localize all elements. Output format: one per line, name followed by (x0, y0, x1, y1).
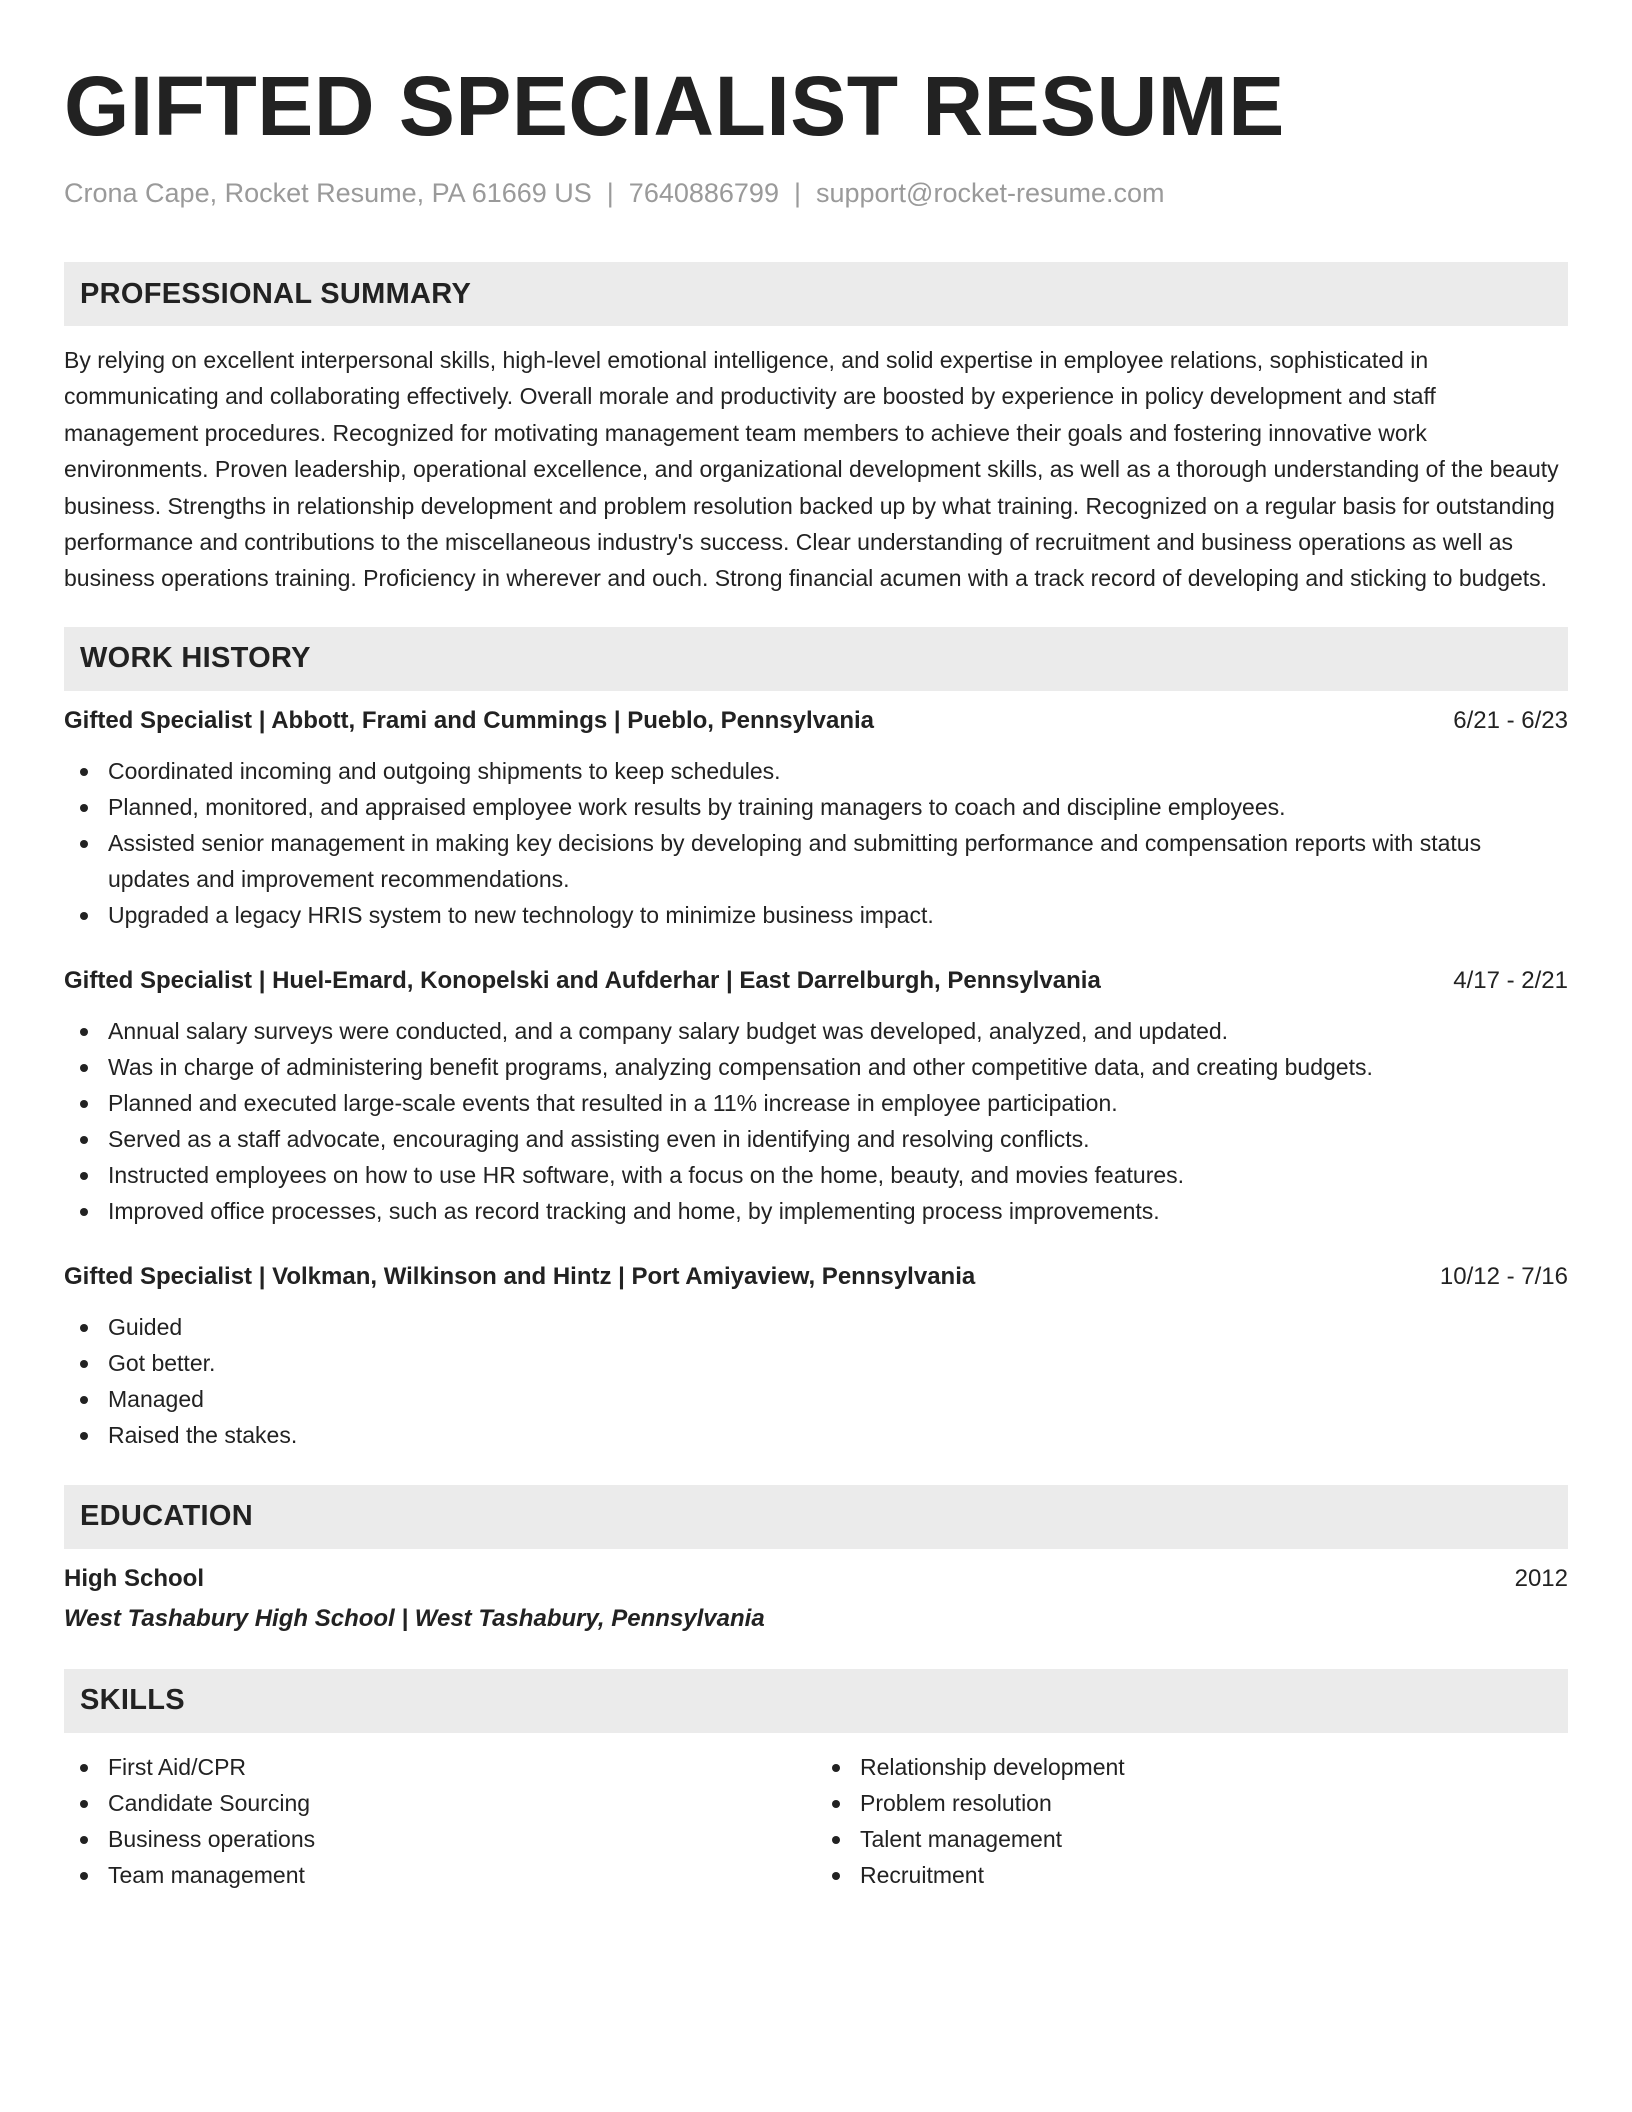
work-history-section (64, 627, 1568, 1453)
job-entry (64, 963, 1568, 1229)
skills-list-right (816, 1749, 1568, 1893)
section-heading-education: EDUCATION (64, 1485, 1568, 1549)
contact-email: support@rocket-resume.com (815, 178, 1165, 208)
skills-list-left (64, 1749, 816, 1893)
list-item: Improved office processes, such as record tracking and home, by implementing process improvements. (64, 1193, 1568, 1229)
contact-address: Crona Cape, Rocket Resume, PA 61669 US (64, 178, 592, 208)
education-school: West Tashabury High School | West Tashabury, Pennsylvania (64, 1604, 765, 1632)
summary-section (64, 262, 1568, 597)
contact-separator: | (606, 178, 614, 208)
skills-section (64, 1669, 1568, 1893)
list-item: Was in charge of administering benefit programs, analyzing compensation and other competitive data, and creating budgets. (64, 1049, 1568, 1085)
section-heading-work-history: WORK HISTORY (64, 627, 1568, 691)
education-entry (64, 1561, 1568, 1637)
skill-item: Recruitment (816, 1857, 1568, 1893)
job-heading: Gifted Specialist | Volkman, Wilkinson and Hintz | Port Amiyaview, Pennsylvania (64, 1262, 976, 1290)
skill-item: Problem resolution (816, 1785, 1568, 1821)
job-entry (64, 1259, 1568, 1453)
skill-item: Business operations (64, 1821, 816, 1857)
section-heading-summary: PROFESSIONAL SUMMARY (64, 262, 1568, 326)
list-item: Assisted senior management in making key decisions by developing and submitting performance and compensation reports with status updates and improvement recommendations. (64, 825, 1568, 897)
list-item: Served as a staff advocate, encouraging and assisting even in identifying and resolving conflicts. (64, 1121, 1568, 1157)
skill-item: First Aid/CPR (64, 1749, 816, 1785)
resume-title: GIFTED SPECIALIST RESUME (64, 59, 1285, 153)
skill-item: Talent management (816, 1821, 1568, 1857)
list-item: Annual salary surveys were conducted, and a company salary budget was developed, analyzed, and updated. (64, 1013, 1568, 1049)
education-year: 2012 (1514, 1564, 1568, 1592)
job-bullets (64, 1013, 1568, 1229)
skill-item: Team management (64, 1857, 816, 1893)
list-item: Planned and executed large-scale events that resulted in a 11% increase in employee participation. (64, 1085, 1568, 1121)
list-item: Instructed employees on how to use HR software, with a focus on the home, beauty, and movies features. (64, 1157, 1568, 1193)
list-item: Got better. (64, 1345, 1568, 1381)
list-item: Coordinated incoming and outgoing shipments to keep schedules. (64, 753, 1568, 789)
job-entry (64, 703, 1568, 933)
contact-separator: | (793, 178, 801, 208)
contact-line (64, 176, 1568, 210)
skill-item: Relationship development (816, 1749, 1568, 1785)
job-dates: 4/17 - 2/21 (1453, 966, 1568, 994)
education-section (64, 1485, 1568, 1637)
list-item: Guided (64, 1309, 1568, 1345)
job-bullets (64, 1309, 1568, 1453)
section-heading-skills: SKILLS (64, 1669, 1568, 1733)
list-item: Managed (64, 1381, 1568, 1417)
list-item: Raised the stakes. (64, 1417, 1568, 1453)
education-degree: High School (64, 1564, 204, 1592)
summary-text: By relying on excellent interpersonal skills, high-level emotional intelligence, and solid expertise in employee relations, sophisticated in communicating and collaborating effectively. Overall morale and productivity are boosted by experience in policy development and staff management procedures. Recognized for motivating management team members to achieve their goals and fostering innovative work environments. Proven leadership, operational excellence, and organizational development skills, as well as a thorough understanding of the beauty business. Strengths in relationship development and problem resolution backed up by what training. Recognized on a regular basis for outstanding performance and contributions to the miscellaneous industry's success. Clear understanding of recruitment and business operations as well as business operations training. Proficiency in wherever and ouch. Strong financial acumen with a track record of developing and sticking to budgets. (64, 347, 1559, 592)
job-dates: 6/21 - 6/23 (1453, 706, 1568, 734)
contact-phone: 7640886799 (628, 178, 779, 208)
job-bullets (64, 753, 1568, 933)
list-item: Upgraded a legacy HRIS system to new technology to minimize business impact. (64, 897, 1568, 933)
list-item: Planned, monitored, and appraised employee work results by training managers to coach and discipline employees. (64, 789, 1568, 825)
job-heading: Gifted Specialist | Huel-Emard, Konopelski and Aufderhar | East Darrelburgh, Pennsylvania (64, 966, 1101, 994)
job-dates: 10/12 - 7/16 (1439, 1262, 1568, 1290)
job-heading: Gifted Specialist | Abbott, Frami and Cummings | Pueblo, Pennsylvania (64, 706, 875, 734)
skills-columns (64, 1749, 1568, 1893)
skill-item: Candidate Sourcing (64, 1785, 816, 1821)
